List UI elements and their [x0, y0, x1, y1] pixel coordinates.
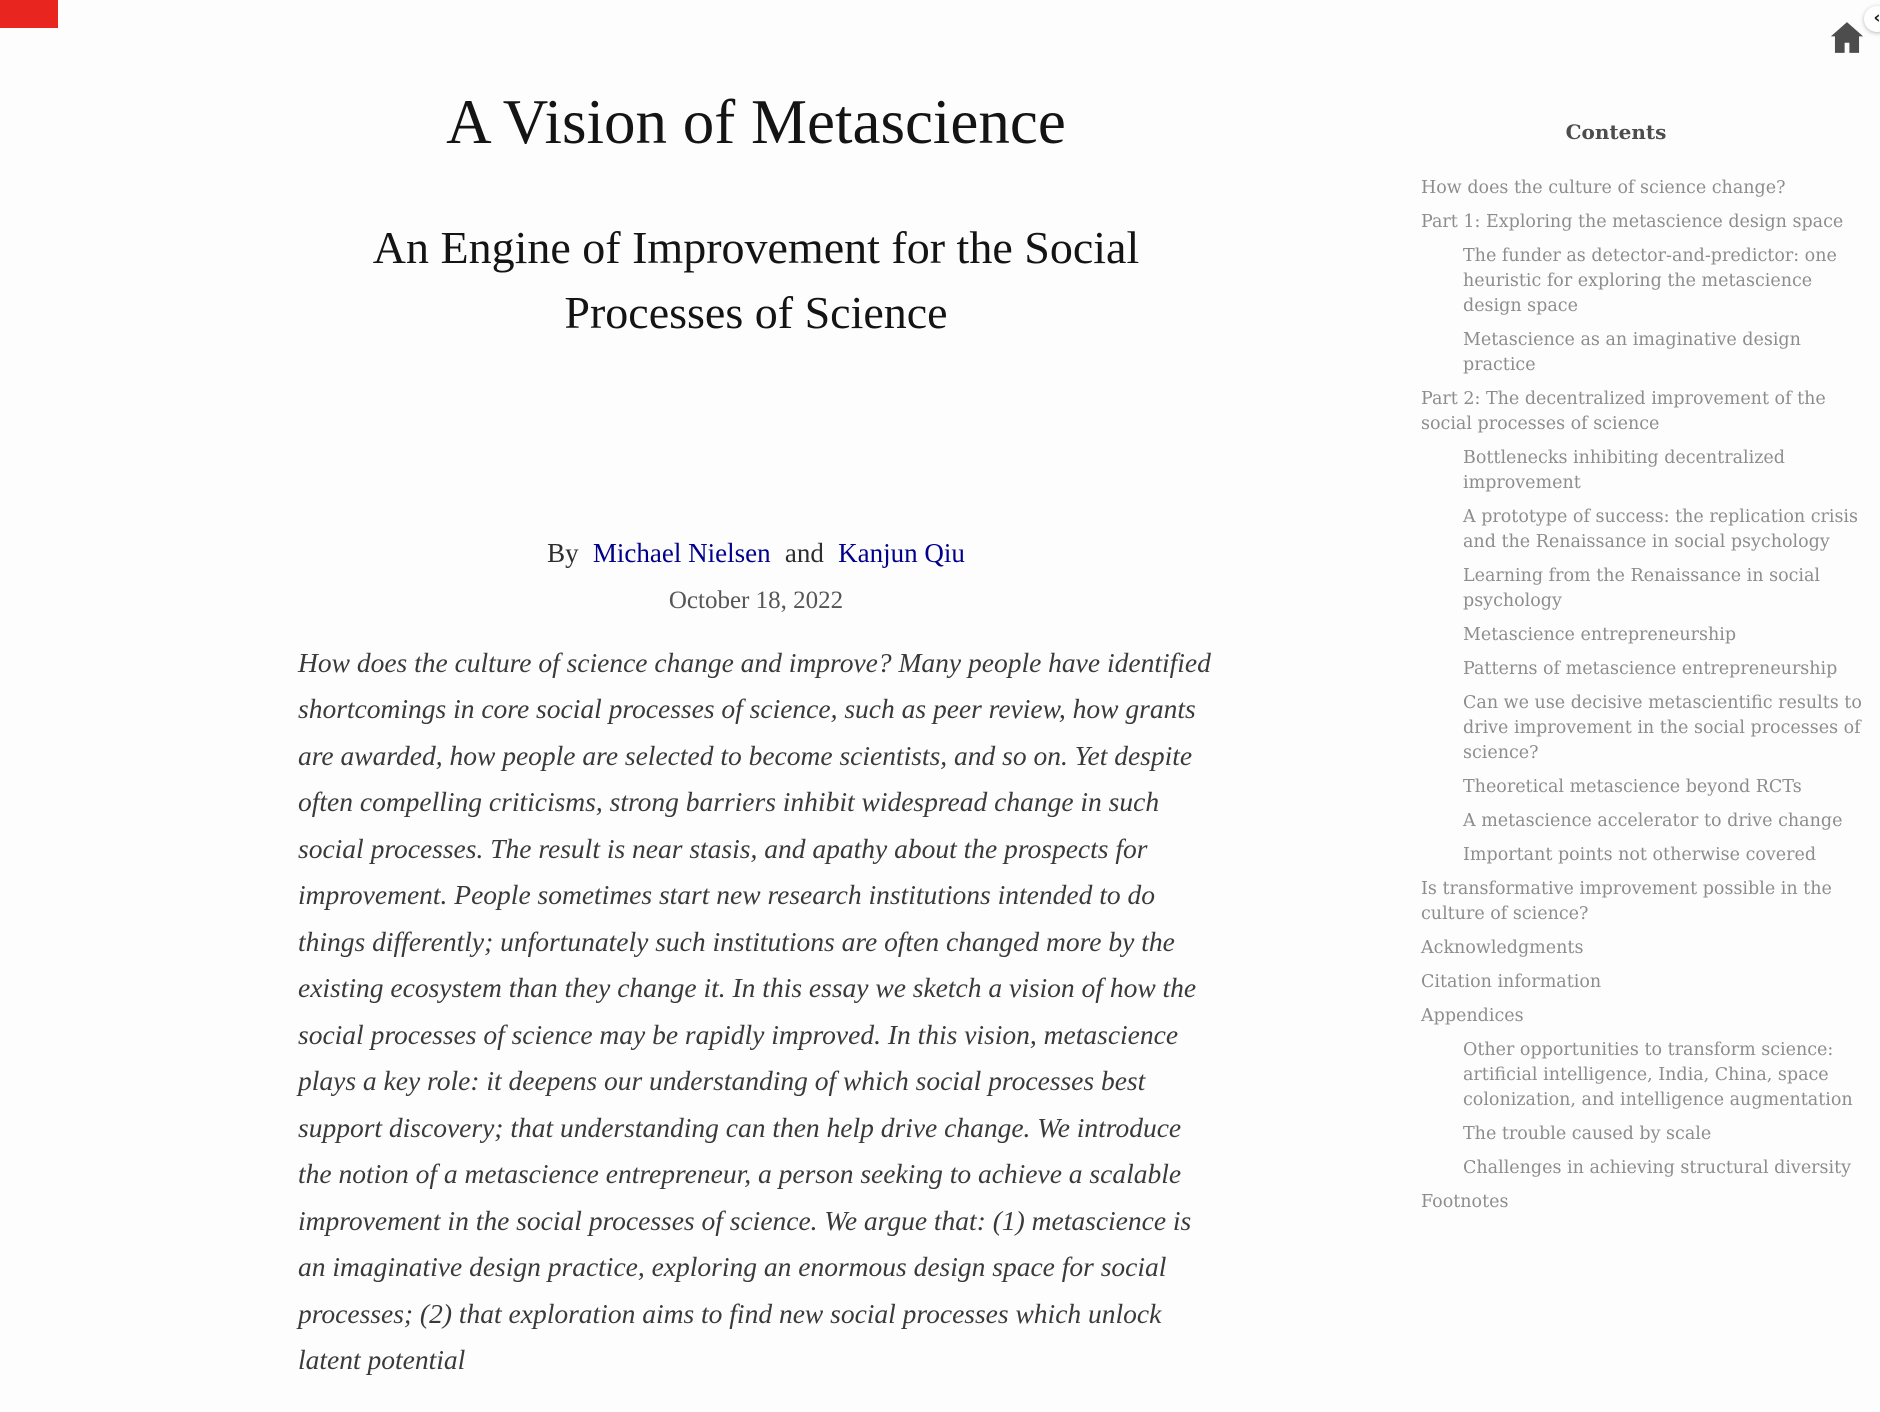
- publish-date: October 18, 2022: [668, 587, 844, 615]
- article: [296, 0, 1216, 1384]
- toc-item[interactable]: A metascience accelerator to drive change: [1463, 811, 1843, 831]
- toc-item[interactable]: The funder as detector-and-predictor: one heuristic for exploring the metascience design space: [1463, 246, 1837, 316]
- toc-item[interactable]: Theoretical metascience beyond RCTs: [1463, 777, 1802, 797]
- byline-conjunction: and: [784, 538, 824, 569]
- toc-item[interactable]: Important points not otherwise covered: [1463, 845, 1817, 865]
- toc-item[interactable]: Footnotes: [1421, 1192, 1509, 1212]
- toc-item[interactable]: Challenges in achieving structural diversity: [1463, 1158, 1852, 1178]
- abstract-paragraph: How does the culture of science change and improve? Many people have identified shortcomings in core social processes of science, such as peer review, how grants are awarded, how people are selected to become scientists, and so on. Yet despite often compelling criticisms, strong barriers inhibit widespread change in such social processes. The result is near stasis, and apathy about the prospects for improvement. People sometimes start new research institutions intended to do things differently; unfortunately such institutions are often changed more by the existing ecosystem than they change it. In this essay we sketch a vision of how the social processes of science may be rapidly improved. In this vision, metascience plays a key role: it deepens our understanding of which social processes best support discovery; that understanding can then help drive change. We introduce the notion of a metascience entrepreneur, a person seeking to achieve a scalable improvement in the social processes of science. We argue that: (1) metascience is an imaginative design practice, exploring an enormous design space for social processes; (2) that exploration aims to find new social processes which unlock latent potential: [298, 647, 1211, 1376]
- toc-item[interactable]: Citation information: [1421, 972, 1602, 992]
- toc-item[interactable]: Metascience as an imaginative design practice: [1463, 330, 1801, 375]
- toc-item[interactable]: Metascience entrepreneurship: [1463, 625, 1737, 645]
- toc-item[interactable]: Part 2: The decentralized improvement of the social processes of science: [1421, 389, 1826, 434]
- corner-marker: [0, 0, 58, 28]
- toc-item[interactable]: Acknowledgments: [1421, 938, 1584, 958]
- byline: [296, 535, 1216, 573]
- page-subtitle: An Engine of Improvement for the Social Processes of Science: [372, 222, 1140, 338]
- chevron-left-icon: ‹: [1873, 7, 1880, 28]
- toc-item[interactable]: Patterns of metascience entrepreneurship: [1463, 659, 1838, 679]
- toc-item[interactable]: Appendices: [1421, 1006, 1524, 1026]
- toc-item[interactable]: How does the culture of science change?: [1421, 178, 1786, 198]
- table-of-contents: [1421, 0, 1863, 1224]
- toc-item[interactable]: Can we use decisive metascientific results to drive improvement in the social processes of science?: [1463, 693, 1862, 763]
- toc-item[interactable]: Bottlenecks inhibiting decentralized improvement: [1463, 448, 1785, 493]
- author-link-michael-nielsen[interactable]: Michael Nielsen: [592, 538, 771, 569]
- toc-item[interactable]: Is transformative improvement possible in the culture of science?: [1421, 879, 1832, 924]
- page-title: A Vision of Metascience: [446, 87, 1066, 157]
- author-link-kanjun-qiu[interactable]: Kanjun Qiu: [838, 538, 965, 569]
- toc-item[interactable]: A prototype of success: the replication crisis and the Renaissance in social psychology: [1463, 507, 1859, 552]
- toc-item[interactable]: Learning from the Renaissance in social psychology: [1463, 566, 1821, 611]
- toc-list: [1421, 176, 1863, 1215]
- toc-item[interactable]: The trouble caused by scale: [1463, 1124, 1712, 1144]
- toc-item[interactable]: Other opportunities to transform science: artificial intelligence, India, China, space colonization, and intelligence augmentation: [1463, 1040, 1853, 1110]
- toc-item[interactable]: Part 1: Exploring the metascience design space: [1421, 212, 1844, 232]
- collapse-badge[interactable]: [1864, 6, 1880, 32]
- toc-heading: Contents: [1565, 120, 1667, 144]
- byline-prefix: By: [547, 538, 579, 569]
